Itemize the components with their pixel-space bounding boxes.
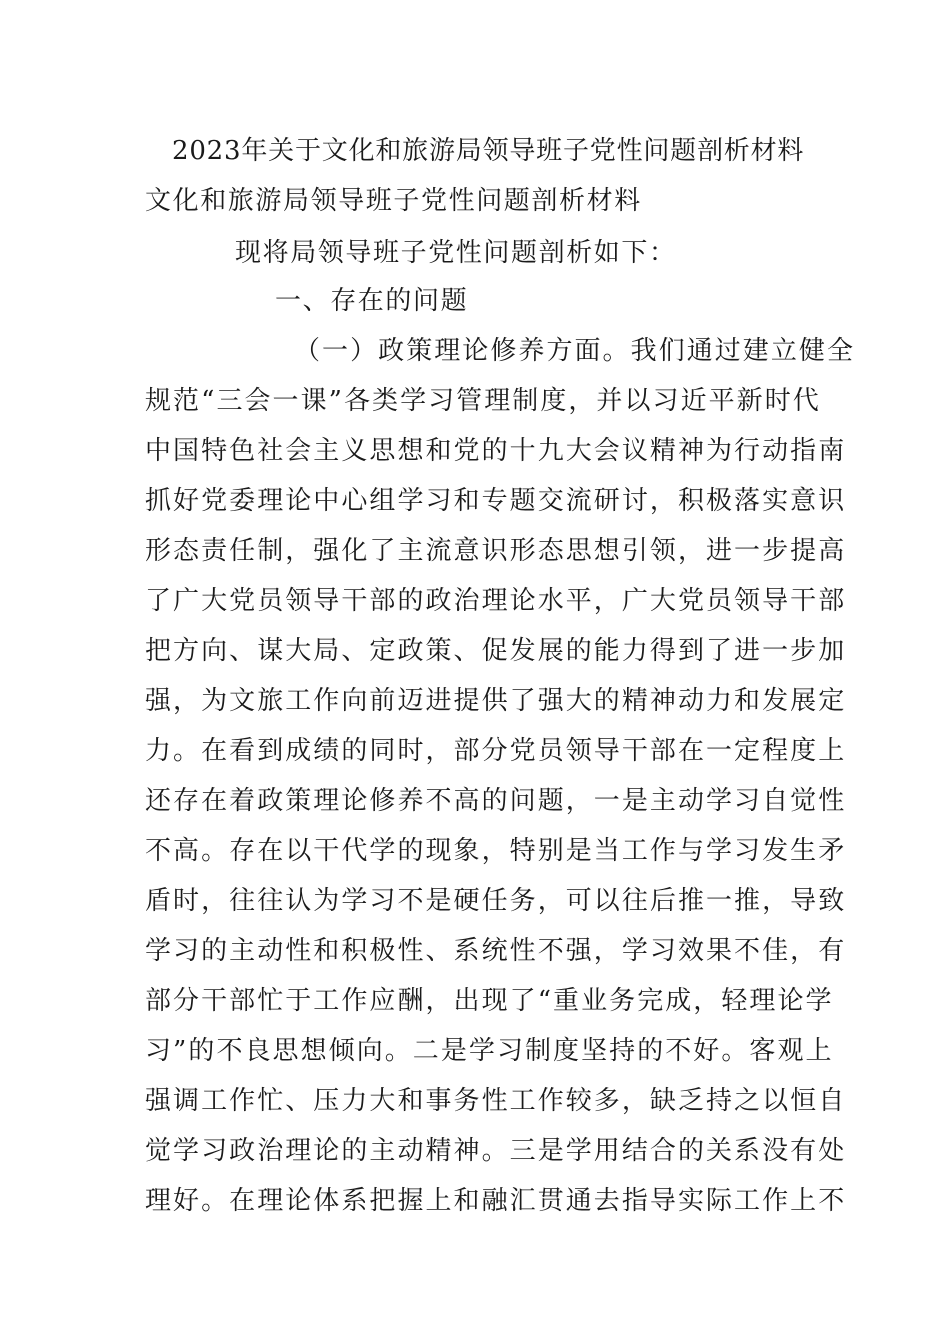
paragraph-line: 觉学习政治理论的主动精神。三是学用结合的关系没有处 xyxy=(145,1136,847,1166)
paragraph-line: （一）政策理论修养方面。我们通过建立健全 xyxy=(294,336,856,366)
paragraph-line: 习”的不良思想倾向。二是学习制度坚持的不好。客观上 xyxy=(145,1036,834,1066)
paragraph-line: 力。在看到成绩的同时，部分党员领导干部在一定程度上 xyxy=(145,736,847,766)
paragraph-line: 盾时，往往认为学习不是硬任务，可以往后推一推，导致 xyxy=(145,886,847,916)
paragraph-line: 学习的主动性和积极性、系统性不强，学习效果不佳，有 xyxy=(145,936,847,966)
paragraph-line: 部分干部忙于工作应酬，出现了“重业务完成，轻理论学 xyxy=(145,986,834,1016)
paragraph-line: 规范“三会一课”各类学习管理制度，并以习近平新时代 xyxy=(145,386,821,416)
paragraph-line: 把方向、谋大局、定政策、促发展的能力得到了进一步加 xyxy=(145,636,847,666)
paragraph-line: 中国特色社会主义思想和党的十九大会议精神为行动指南 xyxy=(145,436,847,466)
document-subtitle: 文化和旅游局领导班子党性问题剖析材料 xyxy=(145,186,642,216)
section-heading: 一、存在的问题 xyxy=(275,286,469,316)
paragraph-line: 还存在着政策理论修养不高的问题，一是主动学习自觉性 xyxy=(145,786,847,816)
intro-text: 现将局领导班子党性问题剖析如下： xyxy=(235,238,677,268)
paragraph-line: 理好。在理论体系把握上和融汇贯通去指导实际工作上不 xyxy=(145,1186,847,1216)
paragraph-line: 抓好党委理论中心组学习和专题交流研讨，积极落实意识 xyxy=(145,486,847,516)
paragraph-line: 强调工作忙、压力大和事务性工作较多，缺乏持之以恒自 xyxy=(145,1086,847,1116)
paragraph-line: 不高。存在以干代学的现象，特别是当工作与学习发生矛 xyxy=(145,836,847,866)
paragraph-line: 形态责任制，强化了主流意识形态思想引领，进一步提高 xyxy=(145,536,847,566)
paragraph-line: 了广大党员领导干部的政治理论水平，广大党员领导干部 xyxy=(145,586,847,616)
paragraph-line: 强，为文旅工作向前迈进提供了强大的精神动力和发展定 xyxy=(145,686,847,716)
document-title: 2023年关于文化和旅游局领导班子党性问题剖析材料 xyxy=(172,136,805,166)
